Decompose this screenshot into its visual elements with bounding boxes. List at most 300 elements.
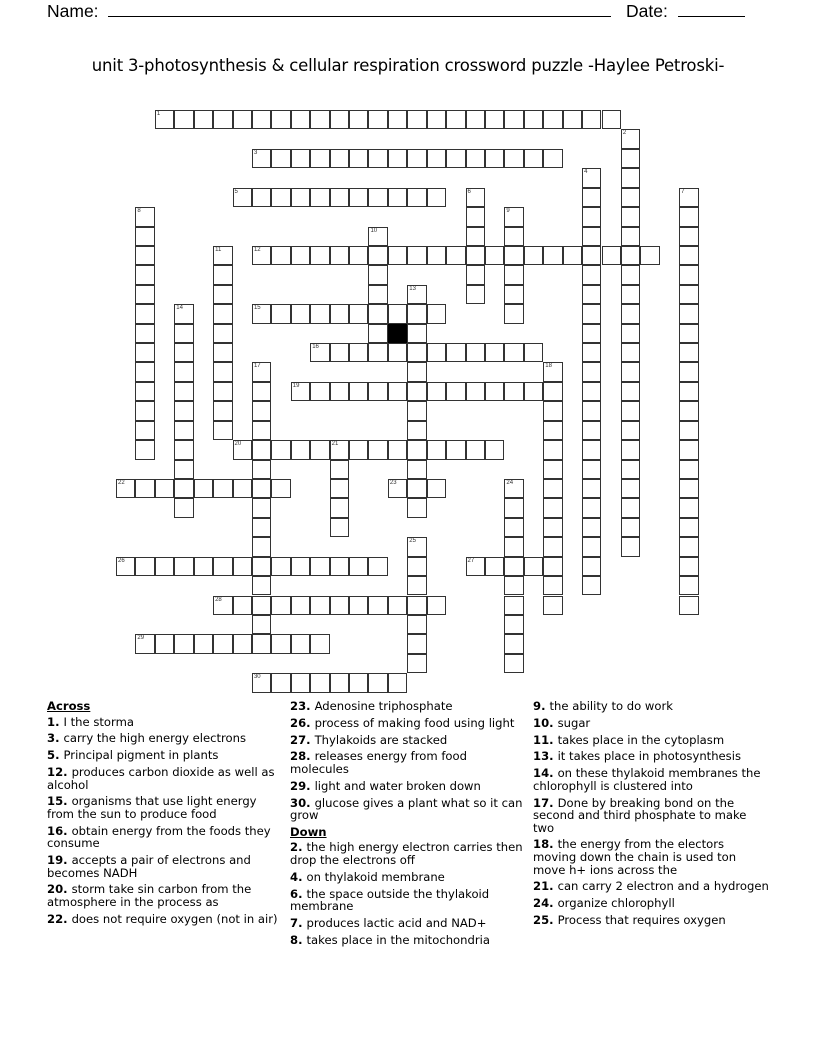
grid-cell[interactable] — [679, 576, 698, 595]
grid-cell[interactable] — [621, 207, 640, 226]
grid-cell[interactable] — [621, 265, 640, 284]
grid-cell[interactable] — [368, 382, 387, 401]
grid-cell[interactable] — [213, 362, 232, 381]
grid-cell[interactable] — [407, 596, 426, 615]
grid-cell[interactable] — [407, 324, 426, 343]
grid-cell[interactable] — [582, 188, 601, 207]
grid-cell[interactable] — [271, 596, 290, 615]
grid-cell[interactable] — [368, 343, 387, 362]
grid-cell[interactable] — [252, 110, 271, 129]
grid-cell[interactable] — [446, 110, 465, 129]
grid-cell[interactable] — [368, 673, 387, 692]
grid-cell[interactable] — [368, 246, 387, 265]
grid-cell[interactable] — [271, 246, 290, 265]
grid-cell[interactable] — [233, 188, 252, 207]
grid-cell[interactable] — [233, 596, 252, 615]
grid-cell[interactable] — [252, 382, 271, 401]
grid-cell[interactable] — [388, 343, 407, 362]
grid-cell[interactable] — [582, 304, 601, 323]
grid-cell[interactable] — [543, 460, 562, 479]
grid-cell[interactable] — [135, 421, 154, 440]
grid-cell[interactable] — [330, 557, 349, 576]
grid-cell[interactable] — [388, 382, 407, 401]
grid-cell[interactable] — [582, 110, 601, 129]
grid-cell[interactable] — [310, 304, 329, 323]
grid-cell[interactable] — [543, 596, 562, 615]
grid-cell[interactable] — [310, 382, 329, 401]
grid-cell[interactable] — [291, 304, 310, 323]
grid-cell[interactable] — [621, 460, 640, 479]
date-field[interactable] — [626, 0, 745, 22]
grid-cell[interactable] — [194, 634, 213, 653]
grid-cell[interactable] — [310, 343, 329, 362]
grid-cell[interactable] — [543, 110, 562, 129]
grid-cell[interactable] — [252, 440, 271, 459]
grid-cell[interactable] — [466, 110, 485, 129]
grid-cell[interactable] — [213, 421, 232, 440]
grid-cell[interactable] — [291, 382, 310, 401]
grid-cell[interactable] — [621, 149, 640, 168]
grid-cell[interactable] — [388, 440, 407, 459]
grid-cell[interactable] — [135, 401, 154, 420]
grid-cell[interactable] — [679, 498, 698, 517]
date-blank-line[interactable] — [678, 0, 745, 17]
grid-cell[interactable] — [155, 634, 174, 653]
grid-cell[interactable] — [407, 343, 426, 362]
grid-cell[interactable] — [368, 110, 387, 129]
grid-cell[interactable] — [233, 479, 252, 498]
grid-cell[interactable] — [621, 188, 640, 207]
grid-cell[interactable] — [271, 304, 290, 323]
grid-cell[interactable] — [504, 615, 523, 634]
grid-cell[interactable] — [330, 304, 349, 323]
grid-cell[interactable] — [582, 518, 601, 537]
grid-cell[interactable] — [543, 440, 562, 459]
grid-cell[interactable] — [330, 596, 349, 615]
grid-cell[interactable] — [174, 421, 193, 440]
grid-cell[interactable] — [310, 440, 329, 459]
grid-cell[interactable] — [233, 557, 252, 576]
grid-cell[interactable] — [116, 479, 135, 498]
grid-cell[interactable] — [233, 110, 252, 129]
grid-cell[interactable] — [621, 343, 640, 362]
grid-cell[interactable] — [368, 149, 387, 168]
grid-cell[interactable] — [213, 401, 232, 420]
grid-cell[interactable] — [368, 557, 387, 576]
grid-cell[interactable] — [252, 557, 271, 576]
grid-cell[interactable] — [349, 110, 368, 129]
grid-cell[interactable] — [135, 479, 154, 498]
grid-cell[interactable] — [427, 304, 446, 323]
grid-cell[interactable] — [543, 401, 562, 420]
grid-cell[interactable] — [330, 460, 349, 479]
grid-cell[interactable] — [524, 557, 543, 576]
grid-cell[interactable] — [368, 188, 387, 207]
grid-cell[interactable] — [621, 537, 640, 556]
grid-cell[interactable] — [543, 421, 562, 440]
grid-cell[interactable] — [330, 673, 349, 692]
grid-cell[interactable] — [407, 537, 426, 556]
grid-cell[interactable] — [582, 576, 601, 595]
grid-cell[interactable] — [582, 460, 601, 479]
grid-cell[interactable] — [504, 265, 523, 284]
grid-cell[interactable] — [679, 557, 698, 576]
grid-cell[interactable] — [407, 460, 426, 479]
grid-cell[interactable] — [582, 362, 601, 381]
grid-cell[interactable] — [504, 479, 523, 498]
grid-cell[interactable] — [135, 440, 154, 459]
grid-cell[interactable] — [407, 576, 426, 595]
grid-cell[interactable] — [679, 421, 698, 440]
grid-cell[interactable] — [407, 362, 426, 381]
grid-cell[interactable] — [543, 518, 562, 537]
grid-cell[interactable] — [602, 110, 621, 129]
grid-cell[interactable] — [213, 479, 232, 498]
grid-cell[interactable] — [349, 440, 368, 459]
grid-cell[interactable] — [213, 246, 232, 265]
grid-cell[interactable] — [330, 110, 349, 129]
grid-cell[interactable] — [504, 596, 523, 615]
grid-cell[interactable] — [427, 246, 446, 265]
grid-cell[interactable] — [679, 265, 698, 284]
grid-cell[interactable] — [135, 265, 154, 284]
grid-cell[interactable] — [174, 460, 193, 479]
grid-cell[interactable] — [291, 246, 310, 265]
grid-cell[interactable] — [524, 149, 543, 168]
grid-cell[interactable] — [252, 576, 271, 595]
grid-cell[interactable] — [621, 168, 640, 187]
grid-cell[interactable] — [582, 265, 601, 284]
grid-cell[interactable] — [174, 343, 193, 362]
grid-cell[interactable] — [368, 440, 387, 459]
grid-cell[interactable] — [349, 382, 368, 401]
grid-cell[interactable] — [466, 557, 485, 576]
grid-cell[interactable] — [310, 634, 329, 653]
grid-cell[interactable] — [446, 343, 465, 362]
grid-cell[interactable] — [504, 382, 523, 401]
grid-cell[interactable] — [504, 537, 523, 556]
grid-cell[interactable] — [330, 479, 349, 498]
grid-cell[interactable] — [233, 634, 252, 653]
grid-cell[interactable] — [174, 479, 193, 498]
grid-cell[interactable] — [582, 285, 601, 304]
grid-cell[interactable] — [252, 304, 271, 323]
grid-cell[interactable] — [407, 421, 426, 440]
grid-cell[interactable] — [466, 149, 485, 168]
grid-cell[interactable] — [330, 440, 349, 459]
grid-cell[interactable] — [174, 498, 193, 517]
grid-cell[interactable] — [485, 110, 504, 129]
grid-cell[interactable] — [407, 498, 426, 517]
grid-cell[interactable] — [679, 479, 698, 498]
grid-cell[interactable] — [621, 285, 640, 304]
grid-cell[interactable] — [524, 382, 543, 401]
grid-cell[interactable] — [543, 362, 562, 381]
grid-cell[interactable] — [291, 557, 310, 576]
grid-cell[interactable] — [504, 557, 523, 576]
grid-cell[interactable] — [291, 673, 310, 692]
grid-cell[interactable] — [524, 110, 543, 129]
grid-cell[interactable] — [213, 324, 232, 343]
grid-cell[interactable] — [388, 110, 407, 129]
grid-cell[interactable] — [504, 207, 523, 226]
grid-cell[interactable] — [368, 265, 387, 284]
grid-cell[interactable] — [621, 440, 640, 459]
grid-cell[interactable] — [252, 401, 271, 420]
grid-cell[interactable] — [621, 324, 640, 343]
grid-cell[interactable] — [504, 285, 523, 304]
grid-cell[interactable] — [582, 401, 601, 420]
grid-cell[interactable] — [621, 421, 640, 440]
grid-cell[interactable] — [388, 246, 407, 265]
grid-cell[interactable] — [582, 246, 601, 265]
grid-cell[interactable] — [252, 479, 271, 498]
grid-cell[interactable] — [135, 227, 154, 246]
grid-cell[interactable] — [679, 304, 698, 323]
grid-cell[interactable] — [135, 207, 154, 226]
grid-cell[interactable] — [582, 557, 601, 576]
grid-cell[interactable] — [543, 149, 562, 168]
grid-cell[interactable] — [155, 479, 174, 498]
grid-cell[interactable] — [349, 304, 368, 323]
grid-cell[interactable] — [349, 188, 368, 207]
grid-cell[interactable] — [330, 498, 349, 517]
grid-cell[interactable] — [291, 596, 310, 615]
grid-cell[interactable] — [621, 246, 640, 265]
grid-cell[interactable] — [174, 557, 193, 576]
grid-cell[interactable] — [524, 246, 543, 265]
grid-cell[interactable] — [174, 634, 193, 653]
grid-cell[interactable] — [368, 285, 387, 304]
grid-cell[interactable] — [291, 440, 310, 459]
grid-cell[interactable] — [213, 304, 232, 323]
grid-cell[interactable] — [174, 324, 193, 343]
grid-cell[interactable] — [582, 382, 601, 401]
grid-cell[interactable] — [135, 304, 154, 323]
grid-cell[interactable] — [485, 440, 504, 459]
grid-cell[interactable] — [679, 207, 698, 226]
grid-cell[interactable] — [679, 246, 698, 265]
grid-cell[interactable] — [252, 615, 271, 634]
grid-cell[interactable] — [679, 382, 698, 401]
grid-cell[interactable] — [679, 362, 698, 381]
grid-cell[interactable] — [252, 421, 271, 440]
grid-cell[interactable] — [504, 634, 523, 653]
grid-cell[interactable] — [194, 110, 213, 129]
grid-cell[interactable] — [466, 246, 485, 265]
grid-cell[interactable] — [427, 188, 446, 207]
grid-cell[interactable] — [679, 188, 698, 207]
grid-cell[interactable] — [271, 110, 290, 129]
grid-cell[interactable] — [582, 168, 601, 187]
grid-cell[interactable] — [504, 110, 523, 129]
grid-cell[interactable] — [310, 557, 329, 576]
grid-cell[interactable] — [504, 576, 523, 595]
grid-cell[interactable] — [271, 557, 290, 576]
grid-cell[interactable] — [504, 518, 523, 537]
grid-cell[interactable] — [349, 246, 368, 265]
grid-cell[interactable] — [252, 634, 271, 653]
grid-cell[interactable] — [679, 440, 698, 459]
grid-cell[interactable] — [621, 129, 640, 148]
grid-cell[interactable] — [252, 188, 271, 207]
grid-cell[interactable] — [543, 382, 562, 401]
grid-cell[interactable] — [582, 440, 601, 459]
grid-cell[interactable] — [271, 440, 290, 459]
grid-cell[interactable] — [504, 227, 523, 246]
grid-cell[interactable] — [563, 110, 582, 129]
grid-cell[interactable] — [466, 285, 485, 304]
grid-cell[interactable] — [543, 246, 562, 265]
grid-cell[interactable] — [271, 634, 290, 653]
grid-cell[interactable] — [485, 149, 504, 168]
grid-cell[interactable] — [291, 634, 310, 653]
grid-cell[interactable] — [621, 382, 640, 401]
grid-cell[interactable] — [388, 304, 407, 323]
grid-cell[interactable] — [310, 188, 329, 207]
grid-cell[interactable] — [252, 518, 271, 537]
grid-cell[interactable] — [466, 227, 485, 246]
grid-cell[interactable] — [252, 498, 271, 517]
grid-cell[interactable] — [310, 596, 329, 615]
grid-cell[interactable] — [621, 362, 640, 381]
grid-cell[interactable] — [504, 498, 523, 517]
grid-cell[interactable] — [485, 246, 504, 265]
grid-cell[interactable] — [135, 557, 154, 576]
grid-cell[interactable] — [388, 479, 407, 498]
grid-cell[interactable] — [135, 246, 154, 265]
grid-cell[interactable] — [330, 518, 349, 537]
grid-cell[interactable] — [271, 479, 290, 498]
grid-cell[interactable] — [485, 557, 504, 576]
grid-cell[interactable] — [407, 440, 426, 459]
grid-cell[interactable] — [679, 518, 698, 537]
grid-cell[interactable] — [407, 285, 426, 304]
grid-cell[interactable] — [466, 265, 485, 284]
grid-cell[interactable] — [466, 343, 485, 362]
grid-cell[interactable] — [582, 537, 601, 556]
name-field[interactable] — [47, 0, 611, 22]
grid-cell[interactable] — [621, 479, 640, 498]
grid-cell[interactable] — [310, 673, 329, 692]
grid-cell[interactable] — [407, 401, 426, 420]
grid-cell[interactable] — [679, 596, 698, 615]
grid-cell[interactable] — [135, 382, 154, 401]
grid-cell[interactable] — [602, 246, 621, 265]
grid-cell[interactable] — [135, 324, 154, 343]
grid-cell[interactable] — [582, 324, 601, 343]
grid-cell[interactable] — [213, 285, 232, 304]
grid-cell[interactable] — [349, 673, 368, 692]
grid-cell[interactable] — [621, 401, 640, 420]
grid-cell[interactable] — [174, 362, 193, 381]
grid-cell[interactable] — [582, 479, 601, 498]
grid-cell[interactable] — [427, 110, 446, 129]
grid-cell[interactable] — [388, 149, 407, 168]
grid-cell[interactable] — [330, 343, 349, 362]
grid-cell[interactable] — [135, 285, 154, 304]
grid-cell[interactable] — [349, 149, 368, 168]
grid-cell[interactable] — [388, 188, 407, 207]
grid-cell[interactable] — [349, 557, 368, 576]
grid-cell[interactable] — [330, 149, 349, 168]
grid-cell[interactable] — [252, 673, 271, 692]
grid-cell[interactable] — [504, 246, 523, 265]
grid-cell[interactable] — [427, 149, 446, 168]
grid-cell[interactable] — [252, 460, 271, 479]
grid-cell[interactable] — [407, 188, 426, 207]
grid-cell[interactable] — [155, 557, 174, 576]
grid-cell[interactable] — [582, 421, 601, 440]
grid-cell[interactable] — [252, 149, 271, 168]
grid-cell[interactable] — [504, 343, 523, 362]
grid-cell[interactable] — [368, 596, 387, 615]
grid-cell[interactable] — [213, 382, 232, 401]
grid-cell[interactable] — [174, 382, 193, 401]
grid-cell[interactable] — [485, 343, 504, 362]
grid-cell[interactable] — [271, 673, 290, 692]
grid-cell[interactable] — [407, 557, 426, 576]
grid-cell[interactable] — [427, 343, 446, 362]
grid-cell[interactable] — [407, 149, 426, 168]
grid-cell[interactable] — [640, 246, 659, 265]
grid-cell[interactable] — [446, 440, 465, 459]
grid-cell[interactable] — [466, 382, 485, 401]
grid-cell[interactable] — [446, 382, 465, 401]
grid-cell[interactable] — [466, 440, 485, 459]
grid-cell[interactable] — [582, 343, 601, 362]
grid-cell[interactable] — [388, 596, 407, 615]
grid-cell[interactable] — [679, 537, 698, 556]
grid-cell[interactable] — [213, 634, 232, 653]
grid-cell[interactable] — [271, 149, 290, 168]
grid-cell[interactable] — [368, 304, 387, 323]
grid-cell[interactable] — [543, 557, 562, 576]
grid-cell[interactable] — [252, 596, 271, 615]
grid-cell[interactable] — [310, 110, 329, 129]
grid-cell[interactable] — [679, 401, 698, 420]
grid-cell[interactable] — [679, 285, 698, 304]
grid-cell[interactable] — [407, 634, 426, 653]
grid-cell[interactable] — [174, 401, 193, 420]
grid-cell[interactable] — [291, 149, 310, 168]
grid-cell[interactable] — [504, 149, 523, 168]
grid-cell[interactable] — [194, 557, 213, 576]
grid-cell[interactable] — [504, 304, 523, 323]
grid-cell[interactable] — [446, 246, 465, 265]
grid-cell[interactable] — [446, 149, 465, 168]
grid-cell[interactable] — [679, 343, 698, 362]
grid-cell[interactable] — [504, 654, 523, 673]
grid-cell[interactable] — [213, 265, 232, 284]
grid-cell[interactable] — [543, 537, 562, 556]
grid-cell[interactable] — [466, 207, 485, 226]
grid-cell[interactable] — [155, 110, 174, 129]
grid-cell[interactable] — [388, 673, 407, 692]
grid-cell[interactable] — [466, 188, 485, 207]
grid-cell[interactable] — [291, 110, 310, 129]
name-blank-line[interactable] — [108, 0, 611, 17]
grid-cell[interactable] — [252, 537, 271, 556]
grid-cell[interactable] — [135, 362, 154, 381]
grid-cell[interactable] — [174, 110, 193, 129]
grid-cell[interactable] — [194, 479, 213, 498]
grid-cell[interactable] — [407, 654, 426, 673]
grid-cell[interactable] — [252, 362, 271, 381]
grid-cell[interactable] — [543, 479, 562, 498]
grid-cell[interactable] — [582, 207, 601, 226]
grid-cell[interactable] — [427, 479, 446, 498]
